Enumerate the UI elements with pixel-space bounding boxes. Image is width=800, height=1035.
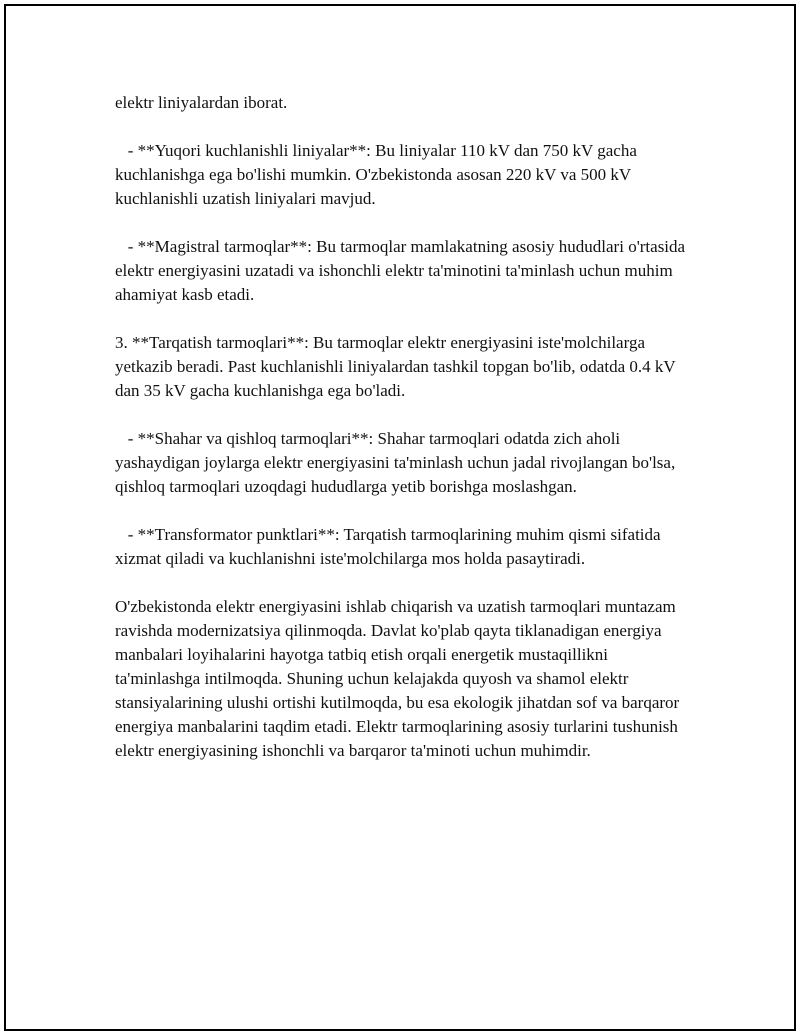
paragraph-conclusion: O'zbekistonda elektr energiyasini ishlab chiqarish va uzatish tarmoqlari muntazam ravishda modernizatsiya qilinmoqda. Davlat ko'plab qayta tiklanadigan energiya manbalari loyihalarini hayotga tatbiq etish orqali energetik mustaqillikni ta'minlashga intilmoqda. Shuning uchun kelajakda quyosh va shamol elektr stansiyalarining ulushi ortishi kutilmoqda, bu esa ekologik jihatdan sof va barqaror energiya manbalarini taqdim etadi. Elektr tarmoqlarining asosiy turlarini tushunish elektr energiyasining ishonchli va barqaror ta'minoti uchun muhimdir.: [115, 597, 684, 760]
paragraph-continuation: elektr liniyalardan iborat.: [115, 93, 288, 112]
document-body: [115, 91, 695, 787]
paragraph-distribution-networks: 3. **Tarqatish tarmoqlari**: Bu tarmoqlar elektr energiyasini iste'molchilarga yetkazib beradi. Past kuchlanishli liniyalardan tashkil topgan bo'lib, odatda 0.4 kV dan 35 kV gacha kuchlanishga ega bo'ladi.: [115, 333, 680, 400]
paragraph-high-voltage-lines: - **Yuqori kuchlanishli liniyalar**: Bu liniyalar 110 kV dan 750 kV gacha kuchlanishga ega bo'lishi mumkin. O'zbekistonda asosan 220 kV va 500 kV kuchlanishli uzatish liniyalari mavjud.: [115, 141, 642, 208]
paragraph-urban-rural-networks: - **Shahar va qishloq tarmoqlari**: Shahar tarmoqlari odatda zich aholi yashaydigan joylarga elektr energiyasini ta'minlash uchun jadal rivojlangan bo'lsa, qishloq tarmoqlari uzoqdagi hududlarga yetib borishga moslashgan.: [115, 429, 680, 496]
paragraph-trunk-networks: - **Magistral tarmoqlar**: Bu tarmoqlar mamlakatning asosiy hududlari o'rtasida elektr energiyasini uzatadi va ishonchli elektr ta'minotini ta'minlash uchun muhim ahamiyat kasb etadi.: [115, 237, 690, 304]
paragraph-transformer-stations: - **Transformator punktlari**: Tarqatish tarmoqlarining muhim qismi sifatida xizmat qiladi va kuchlanishni iste'molchilarga mos holda pasaytiradi.: [115, 525, 665, 568]
